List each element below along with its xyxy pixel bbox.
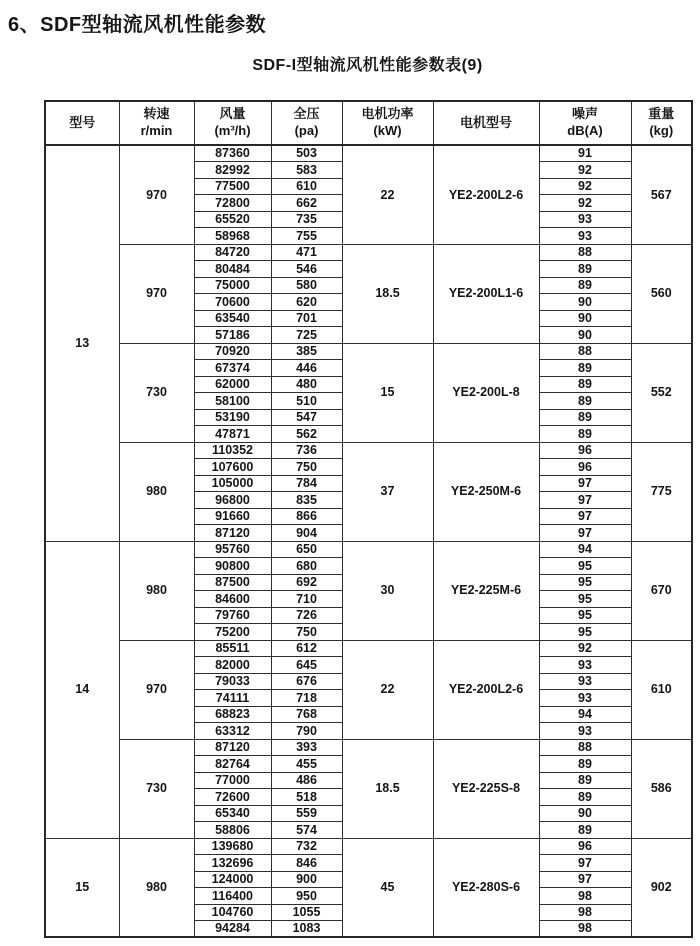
pressure-cell: 662 — [271, 195, 342, 212]
speed-cell: 730 — [119, 343, 194, 442]
pressure-cell: 701 — [271, 310, 342, 327]
noise-cell: 93 — [539, 690, 631, 707]
airflow-cell: 94284 — [194, 921, 271, 938]
airflow-cell: 95760 — [194, 541, 271, 558]
table-row — [45, 343, 692, 360]
noise-cell: 93 — [539, 657, 631, 674]
pressure-cell: 1083 — [271, 921, 342, 938]
noise-cell: 96 — [539, 442, 631, 459]
speed-cell: 970 — [119, 145, 194, 244]
airflow-cell: 79760 — [194, 607, 271, 624]
noise-cell: 93 — [539, 228, 631, 245]
table-row — [45, 640, 692, 657]
pressure-cell: 692 — [271, 574, 342, 591]
model-cell: 15 — [45, 838, 119, 937]
column-header-unit: r/min — [140, 123, 173, 138]
airflow-cell: 72800 — [194, 195, 271, 212]
noise-cell: 95 — [539, 574, 631, 591]
pressure-cell: 455 — [271, 756, 342, 773]
power-cell: 22 — [342, 640, 433, 739]
noise-cell: 98 — [539, 921, 631, 938]
pressure-cell: 732 — [271, 838, 342, 855]
fan-performance-table — [44, 100, 693, 938]
pressure-cell: 480 — [271, 376, 342, 393]
column-header-label: 风量 — [219, 106, 246, 122]
pressure-cell: 574 — [271, 822, 342, 839]
airflow-cell: 124000 — [194, 871, 271, 888]
pressure-cell: 676 — [271, 673, 342, 690]
noise-cell: 88 — [539, 244, 631, 261]
pressure-cell: 718 — [271, 690, 342, 707]
pressure-cell: 510 — [271, 393, 342, 410]
motor-cell: YE2-225M-6 — [433, 541, 539, 640]
column-header-label: 电机型号 — [459, 114, 512, 130]
pressure-cell: 486 — [271, 772, 342, 789]
model-cell: 13 — [45, 145, 119, 541]
noise-cell: 93 — [539, 211, 631, 228]
speed-cell: 730 — [119, 739, 194, 838]
pressure-cell: 866 — [271, 508, 342, 525]
airflow-cell: 107600 — [194, 459, 271, 476]
speed-cell: 980 — [119, 541, 194, 640]
noise-cell: 90 — [539, 327, 631, 344]
pressure-cell: 645 — [271, 657, 342, 674]
table-row — [45, 838, 692, 855]
airflow-cell: 85511 — [194, 640, 271, 657]
pressure-cell: 835 — [271, 492, 342, 509]
noise-cell: 93 — [539, 723, 631, 740]
noise-cell: 88 — [539, 739, 631, 756]
column-header-label: 全压 — [293, 106, 320, 122]
pressure-cell: 735 — [271, 211, 342, 228]
pressure-cell: 710 — [271, 591, 342, 608]
pressure-cell: 750 — [271, 624, 342, 641]
pressure-cell: 546 — [271, 261, 342, 278]
airflow-cell: 63312 — [194, 723, 271, 740]
noise-cell: 97 — [539, 475, 631, 492]
pressure-cell: 1055 — [271, 904, 342, 921]
weight-cell: 610 — [631, 640, 692, 739]
noise-cell: 90 — [539, 310, 631, 327]
pressure-cell: 650 — [271, 541, 342, 558]
noise-cell: 97 — [539, 508, 631, 525]
power-cell: 18.5 — [342, 244, 433, 343]
airflow-cell: 82992 — [194, 162, 271, 179]
noise-cell: 96 — [539, 459, 631, 476]
noise-cell: 96 — [539, 838, 631, 855]
column-header-unit: (kW) — [373, 123, 402, 138]
noise-cell: 91 — [539, 145, 631, 162]
airflow-cell: 47871 — [194, 426, 271, 443]
airflow-cell: 104760 — [194, 904, 271, 921]
airflow-cell: 82000 — [194, 657, 271, 674]
noise-cell: 97 — [539, 871, 631, 888]
airflow-cell: 90800 — [194, 558, 271, 575]
airflow-cell: 75000 — [194, 277, 271, 294]
noise-cell: 89 — [539, 426, 631, 443]
pressure-cell: 950 — [271, 888, 342, 905]
airflow-cell: 58968 — [194, 228, 271, 245]
pressure-cell: 846 — [271, 855, 342, 872]
column-header-unit: (m³/h) — [214, 123, 251, 138]
noise-cell: 89 — [539, 789, 631, 806]
airflow-cell: 84600 — [194, 591, 271, 608]
airflow-cell: 58806 — [194, 822, 271, 839]
column-header-label: 噪声 — [571, 106, 598, 122]
fan-table-head — [45, 101, 692, 145]
table-row — [45, 541, 692, 558]
column-header-motor — [433, 101, 539, 145]
airflow-cell: 63540 — [194, 310, 271, 327]
pressure-cell: 726 — [271, 607, 342, 624]
airflow-cell: 132696 — [194, 855, 271, 872]
noise-cell: 90 — [539, 294, 631, 311]
column-header-unit: dB(A) — [567, 123, 603, 138]
motor-cell: YE2-200L1-6 — [433, 244, 539, 343]
pressure-cell: 393 — [271, 739, 342, 756]
table-header-row — [45, 101, 692, 145]
table-row — [45, 244, 692, 261]
pressure-cell: 784 — [271, 475, 342, 492]
noise-cell: 89 — [539, 360, 631, 377]
power-cell: 22 — [342, 145, 433, 244]
airflow-cell: 139680 — [194, 838, 271, 855]
pressure-cell: 750 — [271, 459, 342, 476]
pressure-cell: 900 — [271, 871, 342, 888]
speed-cell: 980 — [119, 442, 194, 541]
noise-cell: 94 — [539, 706, 631, 723]
pressure-cell: 612 — [271, 640, 342, 657]
page-title: 6、SDF型轴流风机性能参数 — [8, 14, 267, 36]
noise-cell: 98 — [539, 888, 631, 905]
noise-cell: 92 — [539, 178, 631, 195]
airflow-cell: 87360 — [194, 145, 271, 162]
weight-cell: 586 — [631, 739, 692, 838]
pressure-cell: 547 — [271, 409, 342, 426]
airflow-cell: 65340 — [194, 805, 271, 822]
pressure-cell: 904 — [271, 525, 342, 542]
airflow-cell: 57186 — [194, 327, 271, 344]
column-header-model — [45, 101, 119, 145]
noise-cell: 97 — [539, 855, 631, 872]
pressure-cell: 768 — [271, 706, 342, 723]
airflow-cell: 53190 — [194, 409, 271, 426]
power-cell: 18.5 — [342, 739, 433, 838]
fan-table-body — [45, 145, 692, 937]
pressure-cell: 790 — [271, 723, 342, 740]
noise-cell: 98 — [539, 904, 631, 921]
airflow-cell: 87500 — [194, 574, 271, 591]
model-cell: 14 — [45, 541, 119, 838]
noise-cell: 89 — [539, 822, 631, 839]
table-row — [45, 145, 692, 162]
noise-cell: 89 — [539, 261, 631, 278]
noise-cell: 89 — [539, 756, 631, 773]
noise-cell: 93 — [539, 673, 631, 690]
noise-cell: 94 — [539, 541, 631, 558]
airflow-cell: 77500 — [194, 178, 271, 195]
speed-cell: 980 — [119, 838, 194, 937]
pressure-cell: 620 — [271, 294, 342, 311]
weight-cell: 902 — [631, 838, 692, 937]
airflow-cell: 68823 — [194, 706, 271, 723]
airflow-cell: 82764 — [194, 756, 271, 773]
noise-cell: 95 — [539, 624, 631, 641]
motor-cell: YE2-200L2-6 — [433, 145, 539, 244]
airflow-cell: 75200 — [194, 624, 271, 641]
airflow-cell: 65520 — [194, 211, 271, 228]
airflow-cell: 84720 — [194, 244, 271, 261]
table-row — [45, 442, 692, 459]
pressure-cell: 610 — [271, 178, 342, 195]
motor-cell: YE2-200L-8 — [433, 343, 539, 442]
column-header-airflow — [194, 101, 271, 145]
noise-cell: 92 — [539, 195, 631, 212]
table-row — [45, 739, 692, 756]
weight-cell: 552 — [631, 343, 692, 442]
motor-cell: YE2-280S-6 — [433, 838, 539, 937]
noise-cell: 89 — [539, 376, 631, 393]
airflow-cell: 87120 — [194, 525, 271, 542]
power-cell: 15 — [342, 343, 433, 442]
pressure-cell: 503 — [271, 145, 342, 162]
speed-cell: 970 — [119, 244, 194, 343]
airflow-cell: 116400 — [194, 888, 271, 905]
noise-cell: 97 — [539, 525, 631, 542]
weight-cell: 560 — [631, 244, 692, 343]
pressure-cell: 680 — [271, 558, 342, 575]
airflow-cell: 87120 — [194, 739, 271, 756]
motor-cell: YE2-225S-8 — [433, 739, 539, 838]
table-title: SDF-I型轴流风机性能参数表(9) — [252, 57, 483, 74]
column-header-noise — [539, 101, 631, 145]
airflow-cell: 74111 — [194, 690, 271, 707]
airflow-cell: 77000 — [194, 772, 271, 789]
airflow-cell: 67374 — [194, 360, 271, 377]
column-header-power — [342, 101, 433, 145]
noise-cell: 89 — [539, 772, 631, 789]
column-header-unit: (pa) — [294, 123, 319, 138]
pressure-cell: 736 — [271, 442, 342, 459]
noise-cell: 90 — [539, 805, 631, 822]
motor-cell: YE2-250M-6 — [433, 442, 539, 541]
noise-cell: 95 — [539, 591, 631, 608]
airflow-cell: 91660 — [194, 508, 271, 525]
pressure-cell: 446 — [271, 360, 342, 377]
noise-cell: 89 — [539, 409, 631, 426]
pressure-cell: 562 — [271, 426, 342, 443]
noise-cell: 89 — [539, 393, 631, 410]
power-cell: 30 — [342, 541, 433, 640]
weight-cell: 775 — [631, 442, 692, 541]
weight-cell: 567 — [631, 145, 692, 244]
airflow-cell: 58100 — [194, 393, 271, 410]
airflow-cell: 70920 — [194, 343, 271, 360]
pressure-cell: 385 — [271, 343, 342, 360]
pressure-cell: 471 — [271, 244, 342, 261]
airflow-cell: 62000 — [194, 376, 271, 393]
airflow-cell: 79033 — [194, 673, 271, 690]
motor-cell: YE2-200L2-6 — [433, 640, 539, 739]
airflow-cell: 72600 — [194, 789, 271, 806]
pressure-cell: 755 — [271, 228, 342, 245]
noise-cell: 95 — [539, 558, 631, 575]
pressure-cell: 583 — [271, 162, 342, 179]
airflow-cell: 70600 — [194, 294, 271, 311]
column-header-pressure — [271, 101, 342, 145]
airflow-cell: 80484 — [194, 261, 271, 278]
noise-cell: 95 — [539, 607, 631, 624]
noise-cell: 89 — [539, 277, 631, 294]
column-header-label: 转速 — [143, 106, 170, 122]
airflow-cell: 110352 — [194, 442, 271, 459]
power-cell: 45 — [342, 838, 433, 937]
pressure-cell: 559 — [271, 805, 342, 822]
pressure-cell: 580 — [271, 277, 342, 294]
column-header-label: 重量 — [648, 106, 675, 122]
power-cell: 37 — [342, 442, 433, 541]
speed-cell: 970 — [119, 640, 194, 739]
column-header-label: 型号 — [69, 114, 96, 130]
column-header-label: 电机功率 — [361, 106, 414, 122]
column-header-weight — [631, 101, 692, 145]
airflow-cell: 96800 — [194, 492, 271, 509]
pressure-cell: 725 — [271, 327, 342, 344]
column-header-speed — [119, 101, 194, 145]
airflow-cell: 105000 — [194, 475, 271, 492]
noise-cell: 92 — [539, 640, 631, 657]
noise-cell: 92 — [539, 162, 631, 179]
noise-cell: 88 — [539, 343, 631, 360]
column-header-unit: (kg) — [649, 123, 674, 138]
pressure-cell: 518 — [271, 789, 342, 806]
noise-cell: 97 — [539, 492, 631, 509]
weight-cell: 670 — [631, 541, 692, 640]
